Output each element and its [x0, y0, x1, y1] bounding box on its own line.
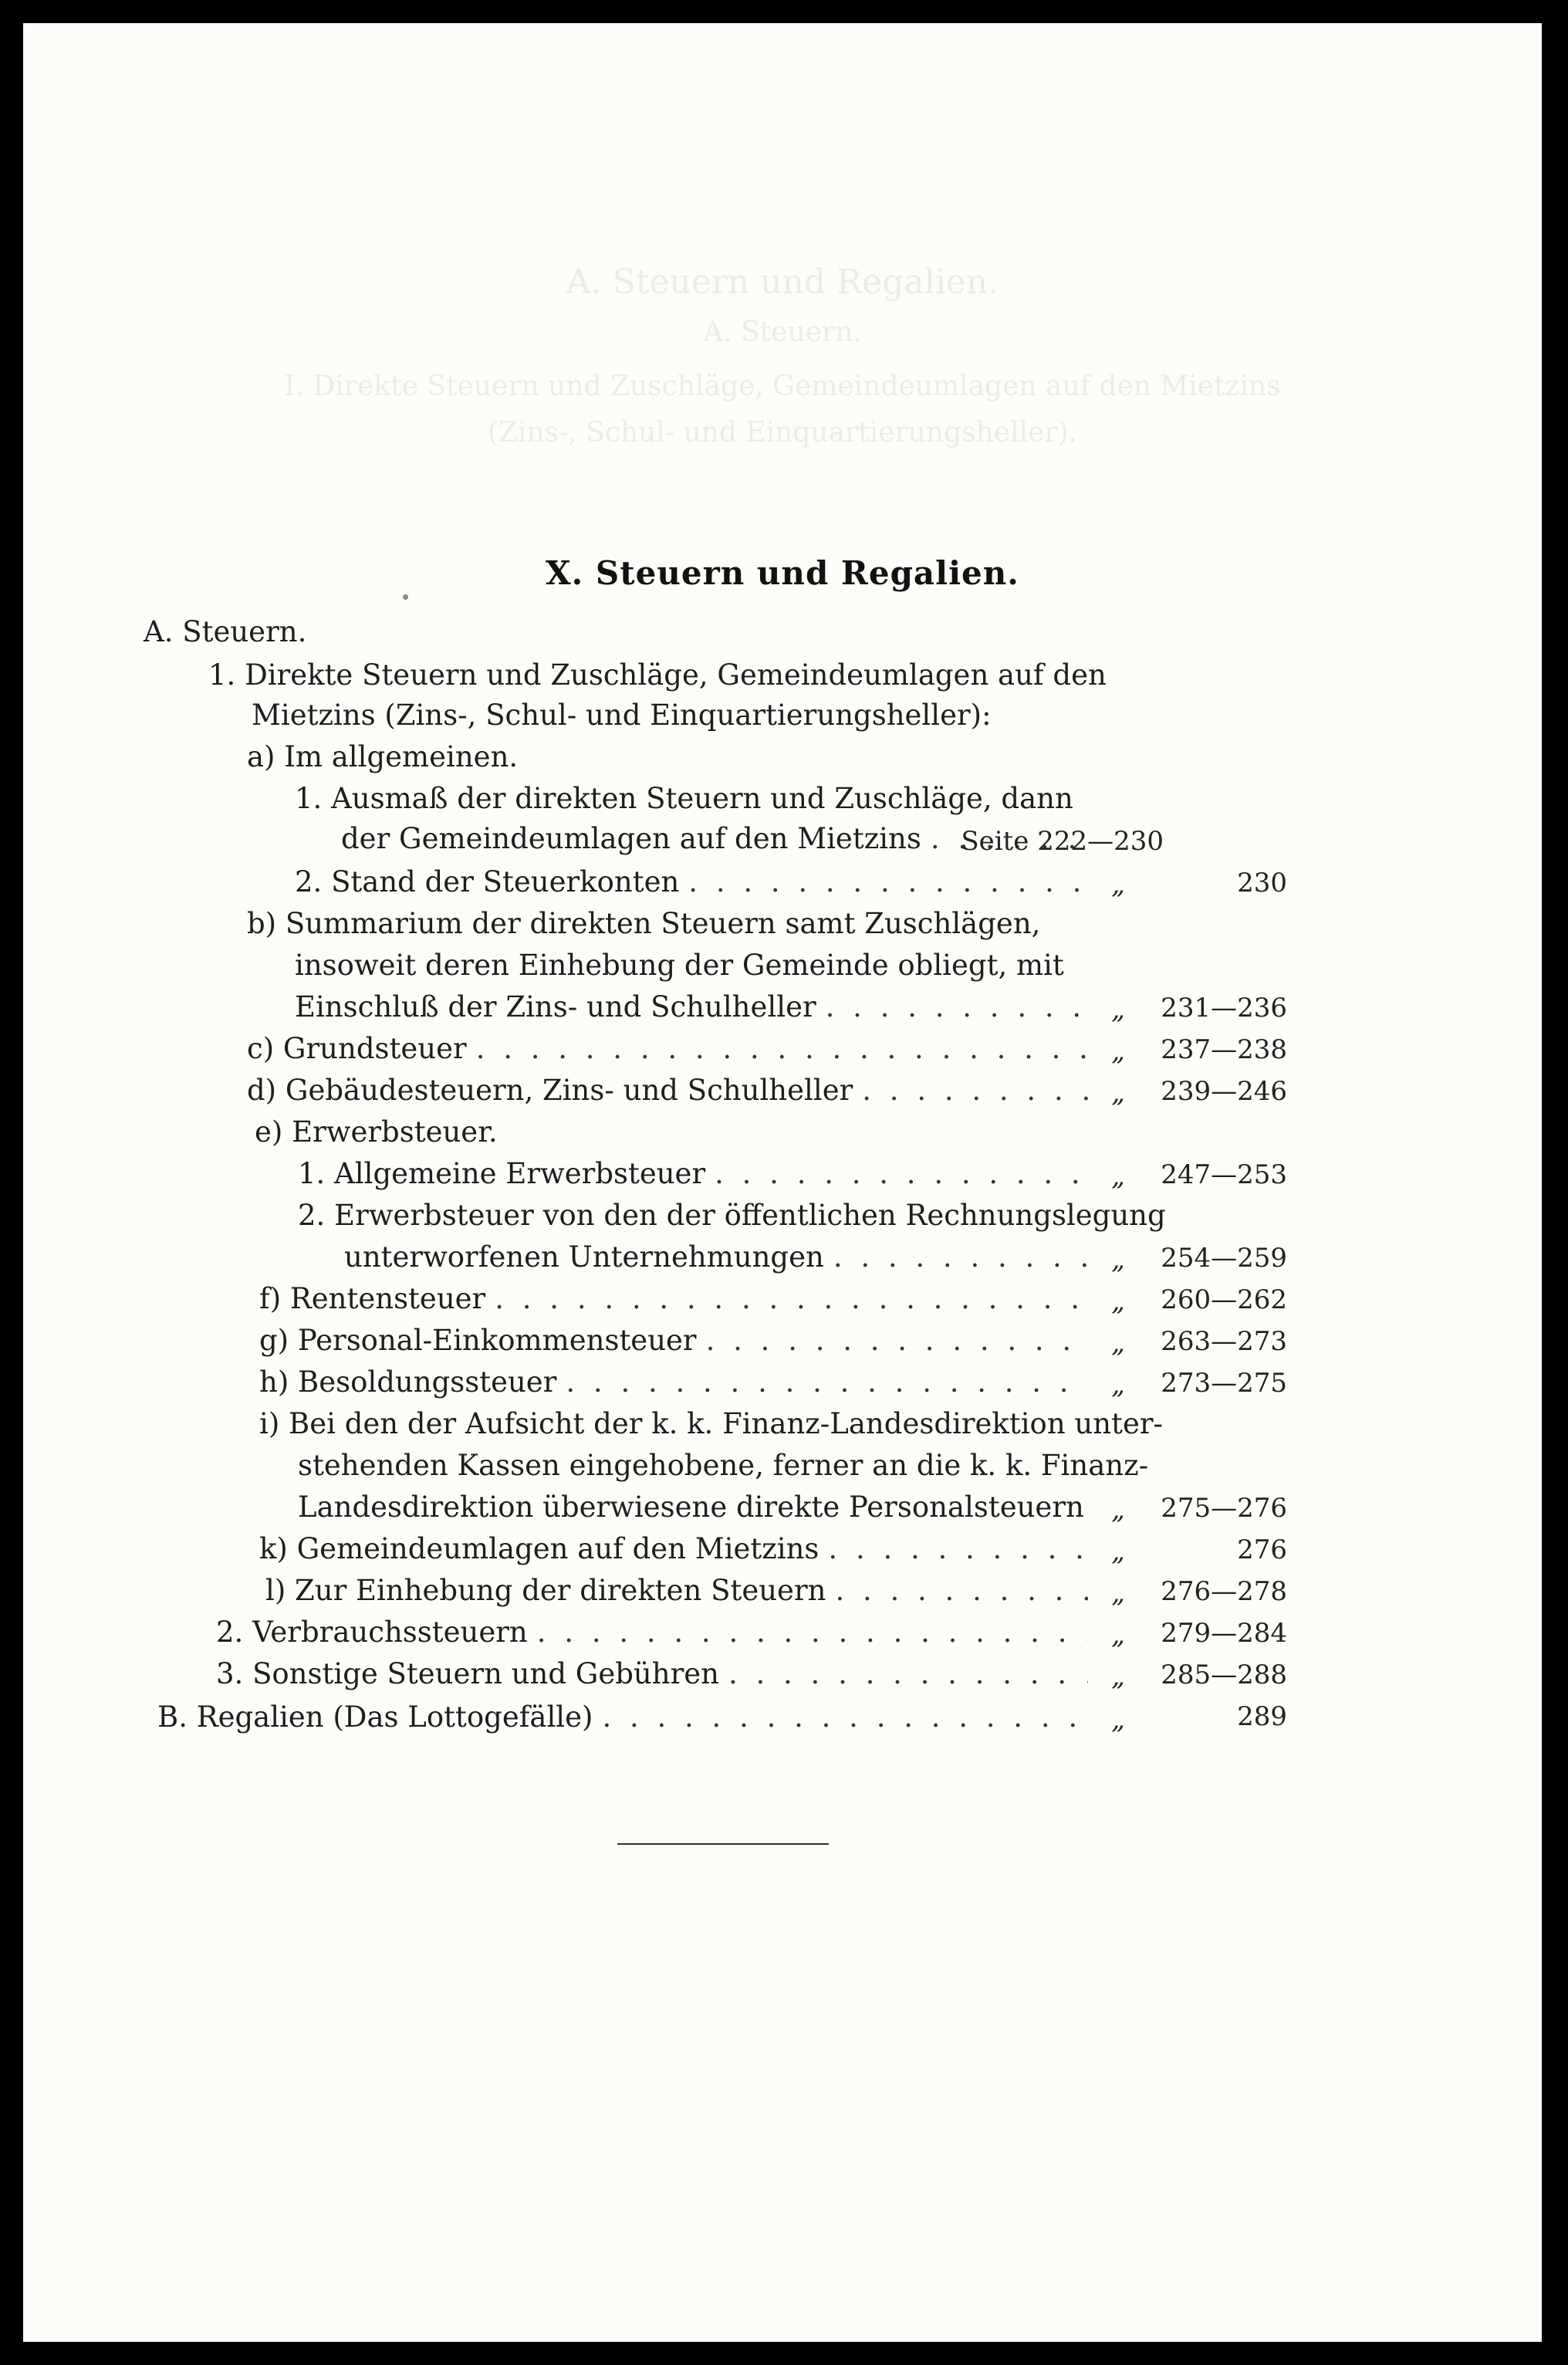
page-range	[909, 826, 1164, 857]
toc-entry-label: Einschluß der Zins- und Schulheller	[295, 990, 816, 1023]
dot-leader	[826, 993, 1088, 1021]
page-range: 231—236	[1161, 993, 1287, 1023]
dot-leader	[566, 1368, 1088, 1396]
page-range: 275—276	[1161, 1493, 1287, 1524]
document-page	[23, 23, 1542, 2342]
toc-entry-k	[259, 1534, 1097, 1565]
ditto-mark: „	[1111, 1661, 1125, 1692]
ditto-mark: „	[1111, 1536, 1125, 1567]
page-range: 276	[1237, 1534, 1287, 1565]
print-speck	[403, 594, 408, 600]
dot-leader	[537, 1618, 1088, 1646]
toc-entry-3	[216, 1657, 1097, 1690]
toc-entry-e: e) Erwerbsteuer.	[255, 1115, 498, 1149]
dot-leader	[862, 1076, 1088, 1105]
toc-entry-label: B. Regalien (Das Lottogefälle)	[157, 1700, 593, 1734]
ditto-mark: „	[1111, 1704, 1125, 1735]
page-range: 276—278	[1161, 1576, 1287, 1607]
seite-label: Seite	[961, 826, 1029, 857]
page-range: 263—273	[1161, 1326, 1287, 1357]
bleed-through-subheading: A. Steuern.	[703, 316, 862, 348]
toc-entry-c	[247, 1034, 1097, 1065]
toc-entry-a1-line-1: 1. Ausmaß der direkten Steuern und Zuschläge, dann	[295, 782, 1073, 815]
dot-leader	[476, 1034, 1088, 1063]
ditto-mark: „	[1111, 1078, 1125, 1108]
toc-entry-2	[216, 1618, 1097, 1649]
toc-entry-label: 3. Sonstige Steuern und Gebühren	[216, 1657, 719, 1690]
toc-entry-e1	[298, 1159, 1097, 1190]
toc-entry-d	[247, 1076, 1097, 1107]
page-range: 279—284	[1161, 1618, 1287, 1649]
toc-section-a: A. Steuern.	[144, 615, 307, 648]
dot-leader	[495, 1284, 1088, 1313]
toc-entry-label: c) Grundsteuer	[247, 1032, 467, 1065]
page-title: X. Steuern und Regalien.	[546, 554, 1019, 592]
bleed-through-line-1: I. Direkte Steuern und Zuschläge, Gemeindeumlagen auf den Mietzins	[284, 370, 1281, 402]
toc-entry-a2	[295, 865, 1097, 898]
dot-leader	[602, 1703, 1088, 1731]
toc-entry-1-line-1: 1. Direkte Steuern und Zuschläge, Gemeindeumlagen auf den	[208, 658, 1107, 692]
ditto-mark: „	[1111, 1619, 1125, 1650]
ditto-mark: „	[1111, 1286, 1125, 1317]
page-range-value: 222—230	[1037, 826, 1164, 857]
dot-leader	[833, 1243, 1088, 1271]
dot-leader	[688, 868, 1088, 896]
page-range: 230	[1237, 868, 1287, 898]
toc-entry-label: g) Personal-Einkommensteuer	[259, 1324, 697, 1357]
ditto-mark: „	[1111, 1161, 1125, 1192]
ditto-mark: „	[1111, 1494, 1125, 1525]
ditto-mark: „	[1111, 869, 1125, 900]
toc-entry-label: 1. Allgemeine Erwerbsteuer	[298, 1157, 706, 1190]
toc-entry-label: Landesdirektion überwiesene direkte Personalsteuern	[298, 1490, 1084, 1524]
toc-entry-label: k) Gemeindeumlagen auf den Mietzins	[259, 1532, 819, 1565]
toc-entry-g	[259, 1326, 1097, 1357]
toc-entry-e2-line-1: 2. Erwerbsteuer von den der öffentlichen Rechnungslegung	[298, 1199, 1166, 1232]
closing-rule	[617, 1843, 829, 1845]
toc-entry-label: der Gemeindeumlagen auf den Mietzins	[341, 822, 921, 855]
ditto-mark: „	[1111, 994, 1125, 1025]
page-range: 239—246	[1161, 1076, 1287, 1107]
bleed-through-heading: A. Steuern und Regalien.	[566, 262, 999, 302]
page-range: 289	[1237, 1701, 1287, 1732]
toc-entry-i-line-2: stehenden Kassen eingehobene, ferner an die k. k. Finanz-	[298, 1449, 1149, 1482]
toc-entry-b-line-3	[295, 990, 1097, 1023]
page-range: 237—238	[1161, 1034, 1287, 1065]
toc-entry-e2-line-2	[344, 1240, 1097, 1274]
dot-leader	[728, 1660, 1088, 1688]
toc-entry-label: 2. Verbrauchssteuern	[216, 1616, 528, 1649]
page-range: 285—288	[1161, 1660, 1287, 1690]
dot-leader	[706, 1326, 1088, 1355]
page-range: 254—259	[1161, 1243, 1287, 1274]
ditto-mark: „	[1111, 1036, 1125, 1067]
page-range: 260—262	[1161, 1284, 1287, 1315]
bleed-through-line-2: (Zins-, Schul- und Einquartierungsheller).	[487, 417, 1078, 448]
page-range: 273—275	[1161, 1368, 1287, 1399]
toc-entry-label: f) Rentensteuer	[259, 1282, 486, 1315]
toc-entry-h	[259, 1365, 1097, 1399]
dot-leader	[715, 1159, 1088, 1188]
toc-entry-i-line-1: i) Bei den der Aufsicht der k. k. Finanz-Landesdirektion unter-	[259, 1407, 1164, 1440]
toc-section-b	[157, 1700, 1097, 1734]
toc-entry-i-line-3	[298, 1490, 1097, 1524]
ditto-mark: „	[1111, 1578, 1125, 1609]
toc-entry-label: l) Zur Einhebung der direkten Steuern	[265, 1574, 826, 1607]
toc-entry-f	[259, 1284, 1097, 1315]
toc-entry-a: a) Im allgemeinen.	[247, 740, 519, 773]
ditto-mark: „	[1111, 1328, 1125, 1358]
toc-entry-label: d) Gebäudesteuern, Zins- und Schulheller	[247, 1074, 853, 1107]
toc-entry-label: 2. Stand der Steuerkonten	[295, 865, 680, 898]
toc-entry-label: unterworfenen Unternehmungen	[344, 1240, 824, 1274]
page-range: 247—253	[1161, 1159, 1287, 1190]
toc-entry-label: h) Besoldungssteuer	[259, 1365, 557, 1399]
toc-entry-1-line-2: Mietzins (Zins-, Schul- und Einquartierungsheller):	[252, 699, 992, 732]
ditto-mark: „	[1111, 1369, 1125, 1400]
dot-leader	[835, 1576, 1088, 1605]
dot-leader	[828, 1534, 1088, 1563]
toc-entry-b-line-2: insoweit deren Einhebung der Gemeinde obliegt, mit	[295, 949, 1064, 982]
toc-entry-l	[265, 1576, 1097, 1607]
ditto-mark: „	[1111, 1244, 1125, 1275]
toc-entry-b-line-1: b) Summarium der direkten Steuern samt Zuschlägen,	[247, 907, 1041, 940]
